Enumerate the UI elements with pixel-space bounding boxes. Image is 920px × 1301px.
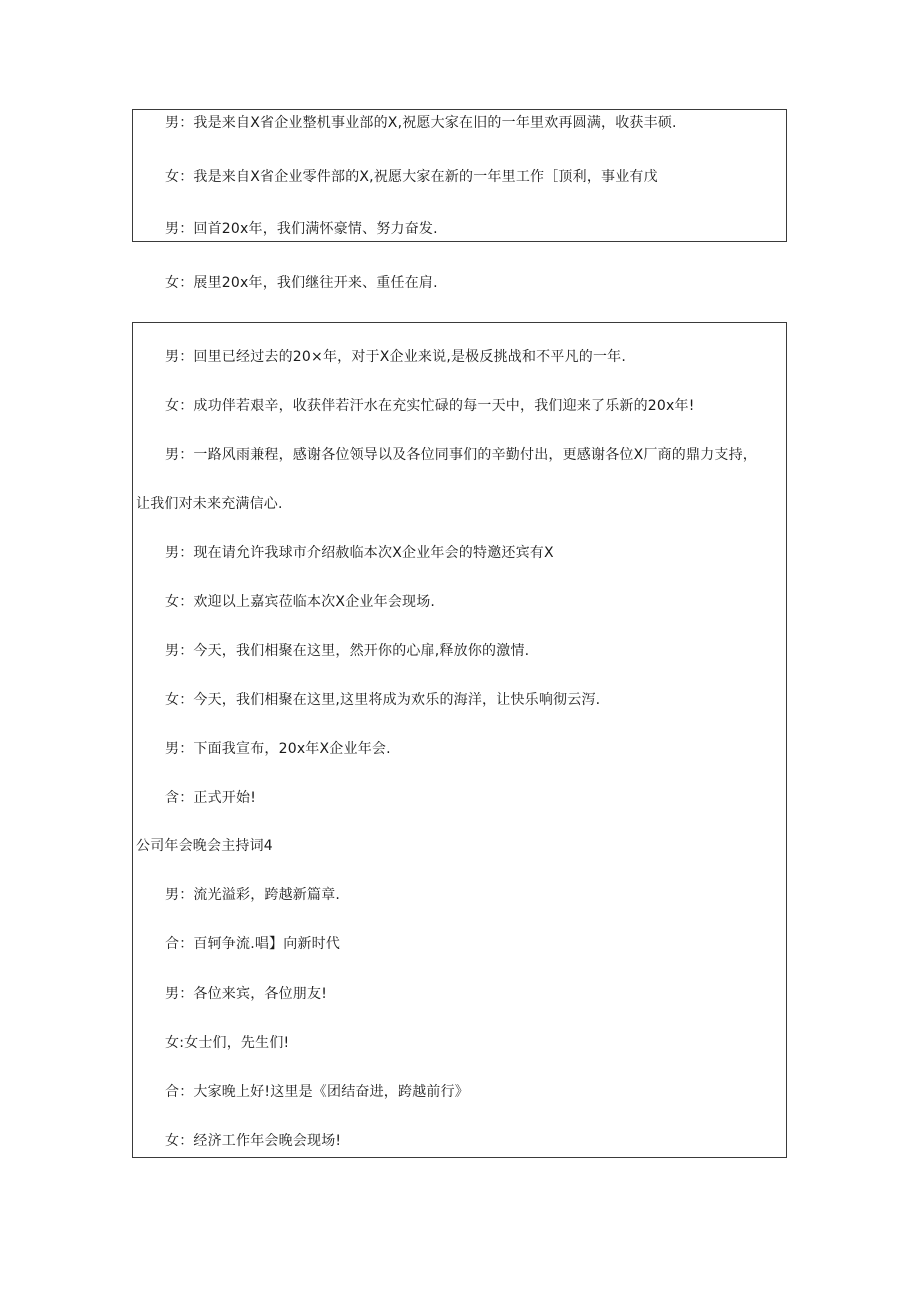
dialogue-line: 女：展里20x年，我们继往开来、重任在肩. — [165, 275, 438, 291]
dialogue-line: 合：大家晚上好!这里是《团结奋进，跨越前行》 — [165, 1084, 470, 1100]
dialogue-line: 女：经济工作年会晚会现场! — [165, 1133, 342, 1149]
dialogue-line: 女：成功伴若艰辛，收获伴若汗水在充实忙碌的每一天中，我们迎来了乐新的20x年! — [165, 398, 695, 414]
dialogue-line: 男：回首20x年，我们满怀豪情、努力奋发. — [165, 221, 438, 237]
dialogue-line: 男：回里已经过去的20×年，对于X企业来说,是极反挑战和不平凡的一年. — [165, 349, 627, 365]
dialogue-line: 合：百轲争流.唱】向新时代 — [165, 936, 341, 952]
dialogue-line-continuation: 让我们对未来充满信心. — [136, 496, 283, 512]
dialogue-line: 男：我是来自X省企业整机事业部的X,祝愿大家在旧的一年里欢再圆满，收获丰硕. — [165, 115, 677, 131]
dialogue-line: 女：我是来自X省企业零件部的X,祝愿大家在新的一年里工作［顶利，事业有戊 — [165, 169, 658, 185]
section-heading: 公司年会晚会主持词4 — [136, 838, 273, 854]
dialogue-line: 男：现在请允许我球市介绍赦临本次X企业年会的特邀还宾有X — [165, 545, 554, 561]
dialogue-line: 男：今天，我们相聚在这里，然开你的心扉,释放你的激情. — [165, 643, 530, 659]
dialogue-line: 男：流光溢彩，跨越新篇章. — [165, 887, 341, 903]
dialogue-line: 女:女士们，先生们! — [165, 1035, 290, 1051]
dialogue-line: 含：正式开始! — [165, 790, 257, 806]
dialogue-line: 女：欢迎以上嘉宾莅临本次X企业年会现场. — [165, 594, 436, 610]
dialogue-line: 女：今天，我们相聚在这里,这里将成为欢乐的海洋，让快乐响彻云泻. — [165, 692, 601, 708]
dialogue-line: 男：一路风雨兼程，感谢各位领导以及各位同事们的辛勤付出，更感谢各位X厂商的鼎力支持， — [165, 447, 757, 463]
dialogue-line: 男：各位来宾，各位朋友! — [165, 986, 328, 1002]
dialogue-line: 男：下面我宣布，20x年X企业年会. — [165, 741, 391, 757]
